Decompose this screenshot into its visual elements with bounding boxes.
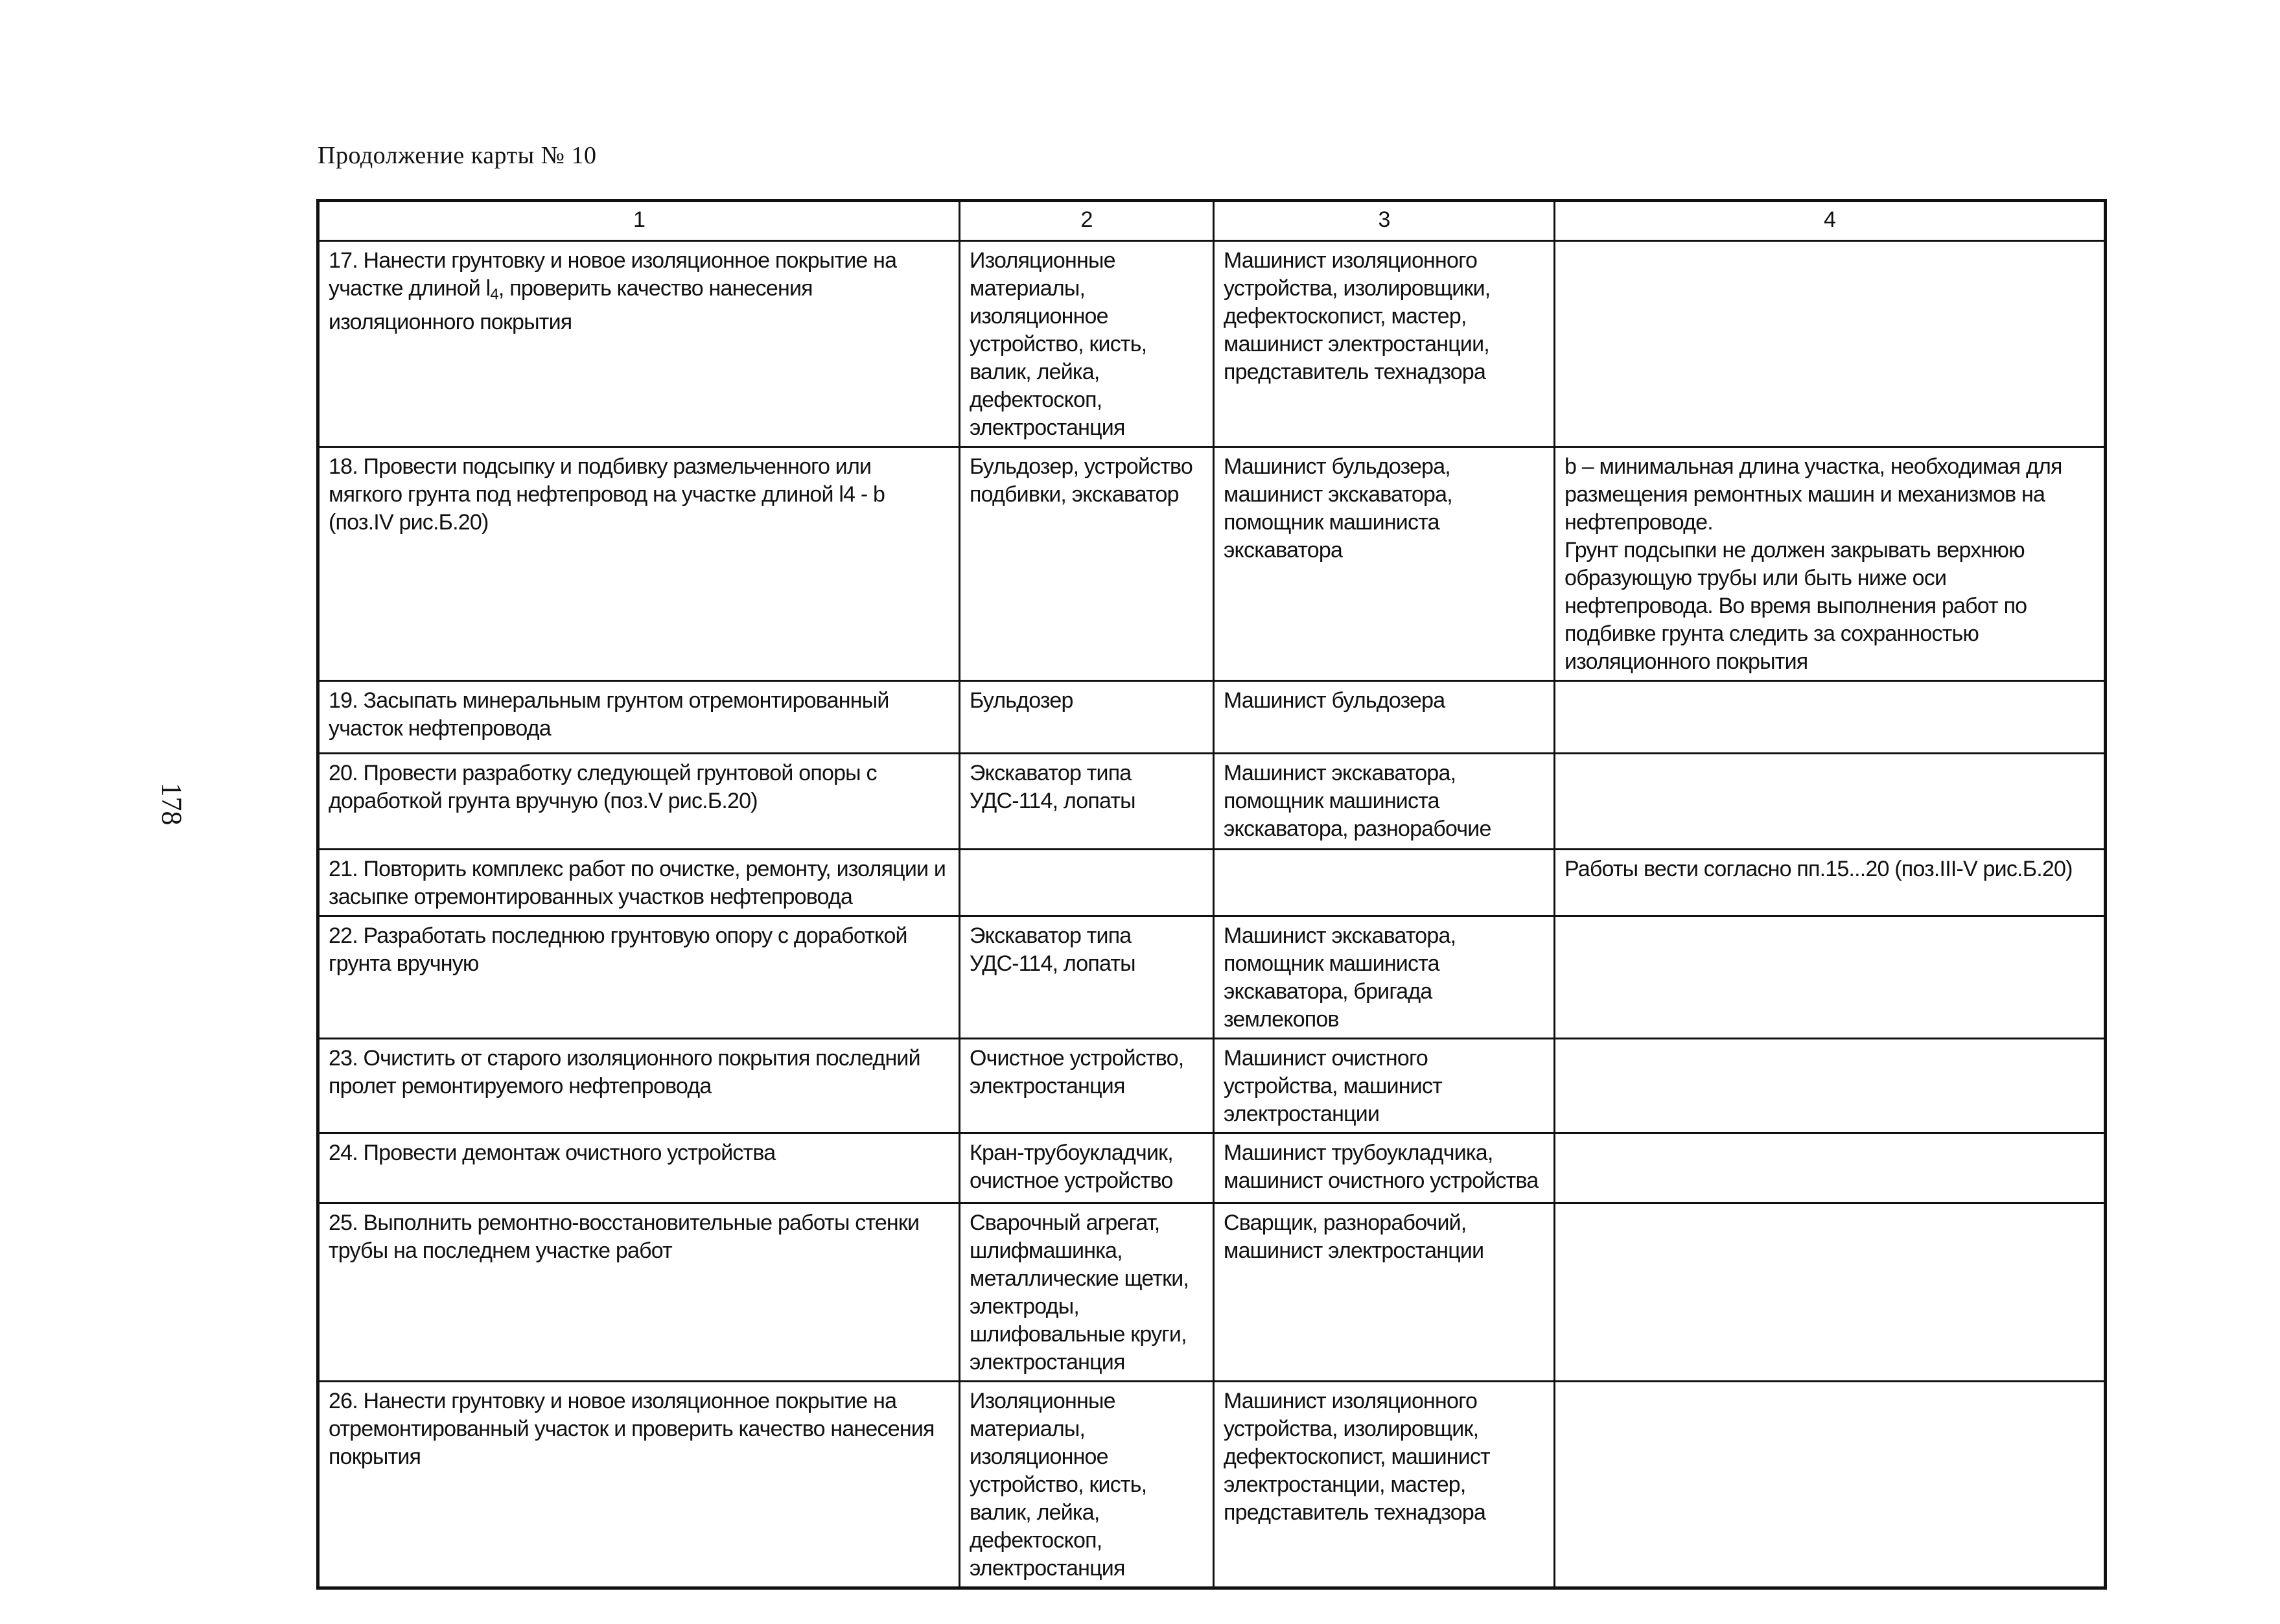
operation-text-prefix: 17. Нанести грунтовку и новое изоляционное покрытие на участке длиной l xyxy=(329,248,897,301)
operation-cell: 25. Выполнить ремонтно-восстановительные работы стенки трубы на последнем участке работ xyxy=(318,1203,960,1382)
operation-text-subscript: 4 xyxy=(490,286,498,303)
performers-cell: Машинист очистного устройства, машинист электростанции xyxy=(1214,1039,1555,1133)
performers-cell: Сварщик, разнорабочий, машинист электростанции xyxy=(1214,1203,1555,1382)
column-header-2: 2 xyxy=(960,201,1214,241)
column-header-4: 4 xyxy=(1555,201,2106,241)
table-row xyxy=(318,850,2106,916)
table-row xyxy=(318,447,2106,681)
notes-cell: Работы вести согласно пп.15...20 (поз.III-V рис.Б.20) xyxy=(1555,850,2106,916)
equipment-cell: Бульдозер xyxy=(960,681,1214,754)
performers-cell: Машинист бульдозера xyxy=(1214,681,1555,754)
work-card-table xyxy=(316,199,2107,1590)
equipment-cell xyxy=(960,850,1214,916)
table-row xyxy=(318,754,2106,850)
table-row xyxy=(318,1203,2106,1382)
page-number: 178 xyxy=(156,782,188,826)
performers-cell: Машинист изоляционного устройства, изолировщики, дефектоскопист, мастер, машинист электростанции, представитель технадзора xyxy=(1214,241,1555,447)
notes-cell xyxy=(1555,916,2106,1039)
notes-cell xyxy=(1555,1133,2106,1203)
performers-cell: Машинист бульдозера, машинист экскаватора, помощник машиниста экскаватора xyxy=(1214,447,1555,681)
table-row xyxy=(318,241,2106,447)
operation-cell: 23. Очистить от старого изоляционного покрытия последний пролет ремонтируемого нефтепровода xyxy=(318,1039,960,1133)
operation-cell: 22. Разработать последнюю грунтовую опору с доработкой грунта вручную xyxy=(318,916,960,1039)
notes-cell xyxy=(1555,754,2106,850)
table-row xyxy=(318,916,2106,1039)
page-title: Продолжение карты № 10 xyxy=(318,142,597,169)
table-header-row xyxy=(318,201,2106,241)
notes-text: b – минимальная длина участка, необходимая для размещения ремонтных машин и механизмов на нефтепроводе. Грунт подсыпки не должен закрывать верхнюю образующую трубы или быть ниже оси нефтепровода. Во время выполнения работ по подбивке грунта следить за сохранностью изоляционного покрытия xyxy=(1565,454,2062,674)
operation-cell: 26. Нанести грунтовку и новое изоляционное покрытие на отремонтированный участок и проверить качество нанесения покрытия xyxy=(318,1382,960,1588)
column-header-1: 1 xyxy=(318,201,960,241)
performers-cell: Машинист трубоукладчика, машинист очистного устройства xyxy=(1214,1133,1555,1203)
notes-cell xyxy=(1555,1382,2106,1588)
operation-cell: 18. Провести подсыпку и подбивку размельченного или мягкого грунта под нефтепровод на участке длиной l4 - b (поз.IV рис.Б.20) xyxy=(318,447,960,681)
equipment-cell: Экскаватор типа УДС-114, лопаты xyxy=(960,916,1214,1039)
column-header-3: 3 xyxy=(1214,201,1555,241)
table-row xyxy=(318,1382,2106,1588)
notes-cell xyxy=(1555,241,2106,447)
performers-cell: Машинист экскаватора, помощник машиниста экскаватора, разнорабочие xyxy=(1214,754,1555,850)
equipment-cell: Изоляционные материалы, изоляционное устройство, кисть, валик, лейка, дефектоскоп, электростанция xyxy=(960,1382,1214,1588)
operation-cell xyxy=(318,241,960,447)
notes-cell xyxy=(1555,1203,2106,1382)
notes-cell xyxy=(1555,1039,2106,1133)
equipment-cell: Изоляционные материалы, изоляционное устройство, кисть, валик, лейка, дефектоскоп, электростанция xyxy=(960,241,1214,447)
equipment-cell: Кран-трубоукладчик, очистное устройство xyxy=(960,1133,1214,1203)
operation-cell: 24. Провести демонтаж очистного устройства xyxy=(318,1133,960,1203)
operation-text-suffix: , проверить качество нанесения изоляционного покрытия xyxy=(329,276,813,334)
table-row xyxy=(318,681,2106,754)
table-row xyxy=(318,1133,2106,1203)
performers-cell xyxy=(1214,850,1555,916)
equipment-cell: Экскаватор типа УДС-114, лопаты xyxy=(960,754,1214,850)
notes-cell xyxy=(1555,447,2106,681)
performers-cell: Машинист экскаватора, помощник машиниста экскаватора, бригада землекопов xyxy=(1214,916,1555,1039)
equipment-cell: Сварочный агрегат, шлифмашинка, металлические щетки, электроды, шлифовальные круги, электростанция xyxy=(960,1203,1214,1382)
operation-cell: 20. Провести разработку следующей грунтовой опоры с доработкой грунта вручную (поз.V рис.Б.20) xyxy=(318,754,960,850)
equipment-cell: Очистное устройство, электростанция xyxy=(960,1039,1214,1133)
performers-cell: Машинист изоляционного устройства, изолировщик, дефектоскопист, машинист электростанции, мастер, представитель технадзора xyxy=(1214,1382,1555,1588)
equipment-cell: Бульдозер, устройство подбивки, экскаватор xyxy=(960,447,1214,681)
operation-cell: 19. Засыпать минеральным грунтом отремонтированный участок нефтепровода xyxy=(318,681,960,754)
table-row xyxy=(318,1039,2106,1133)
notes-cell xyxy=(1555,681,2106,754)
operation-cell: 21. Повторить комплекс работ по очистке, ремонту, изоляции и засыпке отремонтированных участков нефтепровода xyxy=(318,850,960,916)
